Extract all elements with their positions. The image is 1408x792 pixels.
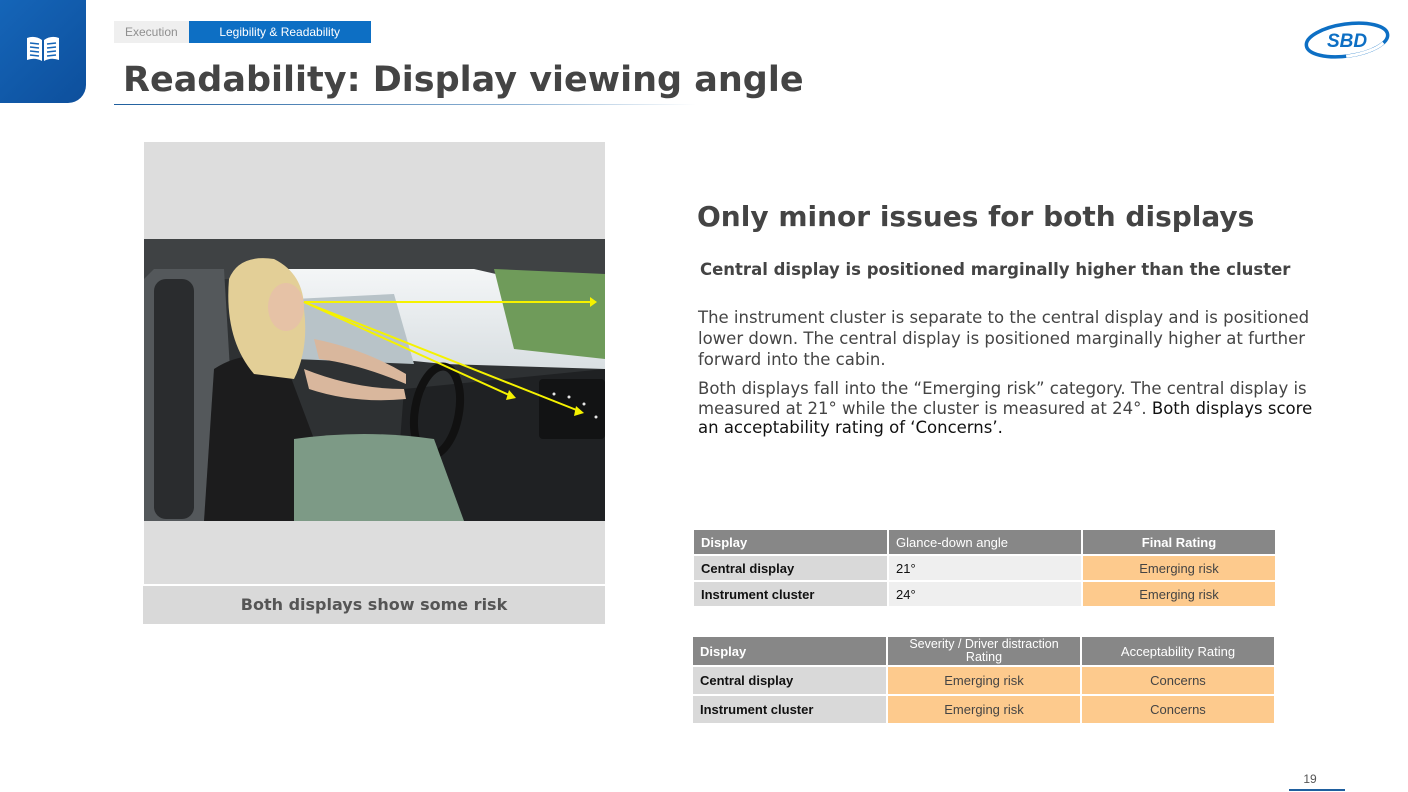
- cell-severity: Emerging risk: [888, 696, 1080, 723]
- driver-viewing-angle-photo: [144, 239, 605, 521]
- breadcrumb-legibility[interactable]: Legibility & Readability: [189, 21, 371, 43]
- column-header-display: Display: [694, 530, 887, 554]
- column-header-acceptability: Acceptability Rating: [1082, 637, 1274, 665]
- acceptability-table: [691, 635, 1276, 725]
- table-row: [693, 696, 1274, 723]
- sbd-logo: [1303, 18, 1391, 62]
- book-icon: [25, 35, 61, 63]
- page-title: Readability: Display viewing angle: [123, 60, 804, 100]
- table-row: [694, 556, 1275, 580]
- cell-angle: 24°: [889, 582, 1081, 606]
- figure-caption: Both displays show some risk: [143, 586, 605, 624]
- column-header-glance-angle: Glance-down angle: [889, 530, 1081, 554]
- logo-text: SBD: [1326, 31, 1368, 52]
- cell-acceptability: Concerns: [1082, 667, 1274, 694]
- page-number: 19: [1303, 772, 1317, 786]
- paragraph-risk-tail: Both displays score an acceptability rating of ‘Concerns’.: [698, 398, 1313, 437]
- page-number-underline: [1289, 789, 1345, 791]
- cell-rating: Emerging risk: [1083, 582, 1275, 606]
- summary-subhead: Central display is positioned marginally higher than the cluster: [700, 260, 1291, 279]
- column-header-severity: Severity / Driver distraction Rating: [888, 637, 1080, 665]
- column-header-display: Display: [693, 637, 886, 665]
- breadcrumb: [114, 21, 371, 43]
- section-tab: [0, 0, 86, 103]
- cell-severity: Emerging risk: [888, 667, 1080, 694]
- cell-display: Central display: [693, 667, 886, 694]
- column-header-final-rating: Final Rating: [1083, 530, 1275, 554]
- cell-acceptability: Concerns: [1082, 696, 1274, 723]
- cell-rating: Emerging risk: [1083, 556, 1275, 580]
- paragraph-risk-lead: Both displays fall into the “Emerging risk” category. The central display is measured at 21° while the cluster is measured at 24°.: [698, 379, 1307, 418]
- glance-angle-table: [692, 528, 1277, 608]
- cell-display: Instrument cluster: [694, 582, 887, 606]
- table-header-row: [693, 637, 1274, 665]
- table-row: [693, 667, 1274, 694]
- title-divider: [114, 104, 696, 105]
- cell-display: Instrument cluster: [693, 696, 886, 723]
- cell-display: Central display: [694, 556, 887, 580]
- paragraph-risk-category: [698, 379, 1338, 438]
- summary-headline: Only minor issues for both displays: [697, 200, 1255, 233]
- cell-angle: 21°: [889, 556, 1081, 580]
- table-row: [694, 582, 1275, 606]
- paragraph-cluster-position: The instrument cluster is separate to the central display and is positioned lower down. The central display is positioned marginally higher at further forward into the cabin.: [698, 308, 1310, 369]
- table-header-row: [694, 530, 1275, 554]
- breadcrumb-execution[interactable]: Execution: [114, 21, 189, 43]
